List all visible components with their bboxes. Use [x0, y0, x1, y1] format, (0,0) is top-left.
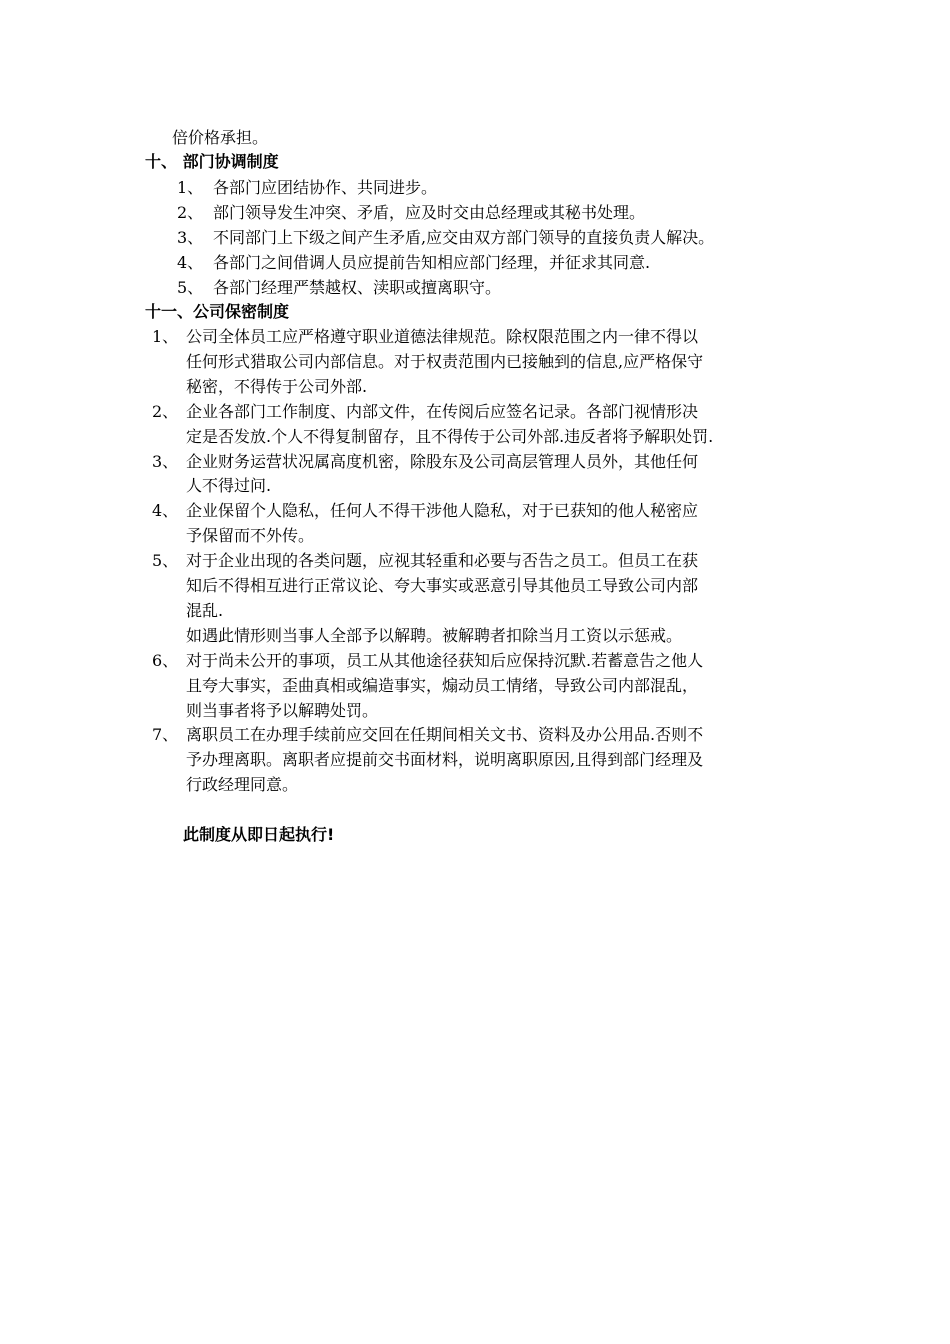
list-item-number: 3、: [177, 228, 204, 247]
list-item-text: 公司全体员工应严格遵守职业道德法律规范。除权限范围之内一律不得以: [186, 327, 699, 346]
list-item-continuation: 予办理离职。离职者应提前交书面材料，说明离职原因,且得到部门经理及: [186, 750, 704, 769]
list-item-text: 对于企业出现的各类问题，应视其轻重和必要与否告之员工。但员工在获: [186, 551, 699, 570]
list-item-continuation: 且夸大事实，歪曲真相或编造事实，煽动员工情绪，导致公司内部混乱，: [186, 676, 699, 695]
list-item-continuation: 则当事者将予以解聘处罚。: [186, 701, 379, 720]
carry-over-text: 倍价格承担。: [172, 128, 269, 147]
list-item-text: 各部门之间借调人员应提前告知相应部门经理，并征求其同意.: [213, 253, 651, 272]
list-item-text: 企业财务运营状况属高度机密，除股东及公司高层管理人员外，其他任何: [186, 452, 699, 471]
list-item-text: 离职员工在办理手续前应交回在任期间相关文书、资料及办公用品.否则不: [186, 725, 704, 744]
list-item-number: 4、: [177, 253, 204, 272]
list-item-number: 2、: [177, 203, 204, 222]
list-item-number: 3、: [152, 452, 179, 471]
list-item: [152, 649, 703, 673]
list-item-number: 4、: [152, 501, 179, 520]
list-item: [152, 723, 703, 747]
list-item-continuation: 任何形式猎取公司内部信息。对于权责范围内已接触到的信息,应严格保守: [186, 352, 704, 371]
section-10-title: 十、 部门协调制度: [145, 152, 279, 171]
list-item-continuation: 如遇此情形则当事人全部予以解聘。被解聘者扣除当月工资以示惩戒。: [186, 626, 683, 645]
list-item-text: 对于尚未公开的事项，员工从其他途径获知后应保持沉默.若蓄意告之他人: [186, 651, 704, 670]
list-item-text: 部门领导发生冲突、矛盾，应及时交由总经理或其秘书处理。: [213, 203, 646, 222]
list-item-text: 各部门经理严禁越权、渎职或擅离职守。: [213, 278, 502, 297]
list-item: [152, 325, 698, 349]
list-item-number: 5、: [177, 278, 204, 297]
list-item-number: 1、: [177, 178, 204, 197]
list-item-continuation: 秘密，不得传于公司外部.: [186, 377, 368, 396]
list-item: [152, 400, 698, 424]
list-item: [152, 549, 698, 573]
list-item-number: 7、: [152, 725, 179, 744]
list-item: [152, 499, 698, 523]
list-item-continuation: 定是否发放.个人不得复制留存，且不得传于公司外部.违反者将予解职处罚.: [186, 427, 714, 446]
list-item-continuation: 知后不得相互进行正常议论、夸大事实或恶意引导其他员工导致公司内部: [186, 576, 699, 595]
list-item-continuation: 行政经理同意。: [186, 775, 299, 794]
list-item-number: 2、: [152, 402, 179, 421]
list-item-continuation: 予保留而不外传。: [186, 526, 315, 545]
list-item-number: 6、: [152, 651, 179, 670]
list-item: [177, 276, 501, 300]
list-item: [177, 251, 650, 275]
list-item: [177, 226, 714, 250]
list-item-text: 各部门应团结协作、共同进步。: [213, 178, 438, 197]
list-item-text: 企业保留个人隐私，任何人不得干涉他人隐私，对于已获知的他人秘密应: [186, 501, 699, 520]
list-item-text: 企业各部门工作制度、内部文件，在传阅后应签名记录。各部门视情形决: [186, 402, 699, 421]
list-item-number: 1、: [152, 327, 179, 346]
list-item: [177, 201, 645, 225]
list-item-continuation: 人不得过问.: [186, 476, 272, 495]
list-item: [152, 450, 698, 474]
list-item-text: 不同部门上下级之间产生矛盾,应交由双方部门领导的直接负责人解决。: [213, 228, 715, 247]
list-item-continuation: 混乱.: [186, 601, 224, 620]
closing-statement: 此制度从即日起执行!: [183, 825, 335, 844]
list-item-number: 5、: [152, 551, 179, 570]
list-item: [177, 176, 437, 200]
section-11-title: 十一、公司保密制度: [145, 302, 290, 321]
